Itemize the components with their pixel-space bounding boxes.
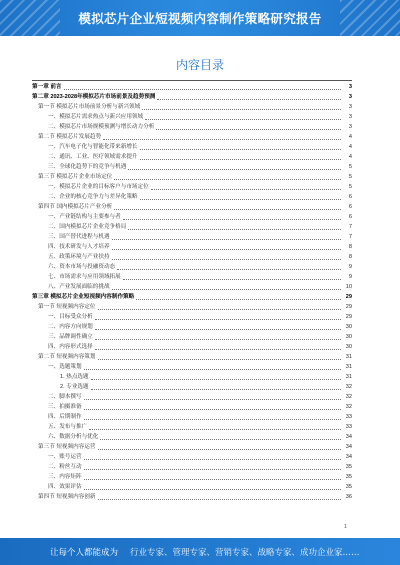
toc-leader-dots: [128, 169, 341, 170]
footer-slogan-left: 让每个人都能成为: [50, 548, 119, 558]
toc-leader-dots: [84, 469, 341, 470]
toc-entry[interactable]: [32, 422, 352, 432]
toc-entry[interactable]: [32, 222, 352, 232]
toc-entry-page: 33: [345, 414, 352, 420]
toc-entry[interactable]: [32, 282, 352, 292]
toc-leader-dots: [114, 209, 341, 210]
toc-entry-page: 4: [348, 144, 352, 150]
toc-entry-title: 2. 专业选题: [60, 384, 89, 390]
toc-leader-dots: [157, 99, 341, 100]
toc-entry-page: 8: [348, 244, 352, 250]
toc-entry[interactable]: [32, 112, 352, 122]
toc-top-rule: [32, 80, 352, 81]
toc-leader-dots: [140, 199, 341, 200]
toc-entry-page: 4: [348, 154, 352, 160]
toc-entry-page: 3: [348, 114, 352, 120]
toc-entry-page: 32: [345, 384, 352, 390]
toc-leader-dots: [142, 109, 341, 110]
toc-entry[interactable]: [32, 132, 352, 142]
toc-entry-page: 30: [345, 324, 352, 330]
toc-entry-page: 4: [348, 134, 352, 140]
toc-entry[interactable]: [32, 192, 352, 202]
toc-entry-page: 35: [345, 484, 352, 490]
toc-entry-title: 四、技术研发与人才培养: [48, 244, 110, 250]
toc-entry-page: 33: [345, 424, 352, 430]
footer-band: [0, 538, 400, 565]
toc-entry-page: 3: [348, 124, 352, 130]
toc-entry[interactable]: [32, 462, 352, 472]
toc-entry-title: 第三章 模拟芯片企业短视频内容制作策略: [32, 294, 135, 300]
toc-heading: 内容目录: [175, 58, 224, 72]
toc-entry-title: 七、市场需求与应用领域拓展: [48, 274, 121, 280]
toc-leader-dots: [114, 179, 341, 180]
toc-leader-dots: [112, 249, 341, 250]
toc-leader-dots: [95, 349, 341, 350]
toc-entry-title: 三、全球化趋势下的竞争与机遇: [48, 164, 127, 170]
toc-entry-title: 第三节 模拟芯片企业市场定位: [38, 174, 113, 180]
toc-entry-title: 五、政策环境与产业扶持: [48, 254, 110, 260]
toc-entry[interactable]: [32, 442, 352, 452]
toc-entry-title: 四、后期制作: [48, 414, 82, 420]
toc-entry[interactable]: [32, 352, 352, 362]
toc-leader-dots: [64, 89, 341, 90]
toc-entry[interactable]: [32, 92, 352, 102]
toc-leader-dots: [95, 339, 341, 340]
toc-entry-title: 二、粉丝互动: [48, 464, 82, 470]
toc-entry-page: 7: [348, 234, 352, 240]
toc-leader-dots: [84, 369, 341, 370]
toc-leader-dots: [123, 279, 341, 280]
toc-entry[interactable]: [32, 102, 352, 112]
toc-leader-dots: [128, 229, 341, 230]
toc-entry-title: 一、模拟芯片需求热点与新兴应用领域: [48, 114, 144, 120]
toc-entry-page: 3: [348, 84, 352, 90]
toc-entry[interactable]: [32, 142, 352, 152]
toc-entry-page: 34: [345, 434, 352, 440]
toc-leader-dots: [103, 139, 341, 140]
toc-leader-dots: [84, 459, 341, 460]
toc-entry-title: 第二节 模拟芯片发展趋势: [38, 134, 102, 140]
toc-entry-title: 六、数据分析与优化: [48, 434, 99, 440]
toc-entry[interactable]: [32, 152, 352, 162]
toc-entry[interactable]: [32, 172, 352, 182]
toc-entry-title: 四、效果评估: [48, 484, 82, 490]
toc-entry[interactable]: [32, 182, 352, 192]
toc-entry-title: 第一节 短视频内容定位: [38, 304, 96, 310]
toc-entry-title: 一、账号运营: [48, 454, 82, 460]
toc-entry-page: 29: [345, 314, 352, 320]
toc-entry[interactable]: [32, 482, 352, 492]
toc-entry-page: 36: [345, 494, 352, 500]
toc-leader-dots: [95, 319, 341, 320]
toc-entry[interactable]: [32, 272, 352, 282]
toc-entry-title: 三、内容矩阵: [48, 474, 82, 480]
toc-entry[interactable]: [32, 202, 352, 212]
toc-leader-dots: [100, 439, 341, 440]
toc-leader-dots: [140, 149, 341, 150]
toc-entry-page: 30: [345, 344, 352, 350]
toc-entry-title: 第二节 短视频内容策划: [38, 354, 96, 360]
toc-leader-dots: [98, 359, 342, 360]
toc-leader-dots: [98, 449, 342, 450]
toc-entry-page: 9: [348, 264, 352, 270]
toc-entry[interactable]: [32, 122, 352, 132]
toc-entry[interactable]: [32, 382, 352, 392]
toc-entry-page: 10: [345, 284, 352, 290]
report-header-band: [0, 0, 400, 36]
toc-entry-title: 四、内容形式选择: [48, 344, 93, 350]
toc-entry-page: 6: [348, 214, 352, 220]
toc-entry-page: 34: [345, 444, 352, 450]
toc-entry-page: 5: [348, 164, 352, 170]
toc-entry[interactable]: [32, 392, 352, 402]
report-title: 模拟芯片企业短视频内容制作策略研究报告: [78, 11, 322, 26]
toc-entry-page: 31: [345, 354, 352, 360]
toc-entry[interactable]: [32, 212, 352, 222]
toc-entry-page: 32: [345, 394, 352, 400]
toc-leader-dots: [156, 129, 341, 130]
toc-entry-page: 31: [345, 374, 352, 380]
toc-leader-dots: [151, 189, 341, 190]
toc-entry[interactable]: [32, 322, 352, 332]
toc-entry-title: 第四节 短视频内容创新: [38, 494, 96, 500]
toc-entry-page: 5: [348, 174, 352, 180]
toc-entry[interactable]: [32, 362, 352, 372]
toc-entry[interactable]: [32, 292, 352, 302]
toc-entry-title: 一、产业链结构与主要参与者: [48, 214, 121, 220]
toc-leader-dots: [112, 289, 341, 290]
toc-entry-title: 三、拍摄准备: [48, 404, 82, 410]
toc-entry[interactable]: [32, 492, 352, 502]
toc-leader-dots: [145, 119, 341, 120]
toc-entry[interactable]: [32, 262, 352, 272]
toc-leader-dots: [140, 159, 341, 160]
toc-leader-dots: [98, 309, 342, 310]
toc-leader-dots: [91, 379, 341, 380]
toc-entry-title: 三、品牌调性确立: [48, 334, 93, 340]
toc-entry[interactable]: [32, 432, 352, 442]
toc-entry-title: 第一章 前言: [32, 84, 62, 90]
toc-entry[interactable]: [32, 252, 352, 262]
toc-entry[interactable]: [32, 302, 352, 312]
toc-entry-title: 二、脚本撰写: [48, 394, 82, 400]
toc-entry-page: 34: [345, 454, 352, 460]
toc-entry[interactable]: [32, 162, 352, 172]
toc-entry-title: 五、发布与推广: [48, 424, 88, 430]
toc-entry-page: 3: [348, 104, 352, 110]
toc-entry-title: 一、汽车电子化与智能化带来新增长: [48, 144, 138, 150]
toc-entry-title: 一、模拟芯片企业的目标客户与市场定位: [48, 184, 149, 190]
toc-entry-title: 二、内容方向规划: [48, 324, 93, 330]
toc-leader-dots: [117, 269, 341, 270]
toc-entry-page: 30: [345, 334, 352, 340]
toc-leader-dots: [91, 389, 341, 390]
toc-entry[interactable]: [32, 412, 352, 422]
toc-entry-title: 八、产业发展面临的挑战: [48, 284, 110, 290]
toc-entry-title: 1. 热点选题: [60, 374, 89, 380]
toc-entry-title: 第三节 短视频内容运营: [38, 444, 96, 450]
toc-entry-title: 一、目标受众分析: [48, 314, 93, 320]
toc-leader-dots: [112, 239, 341, 240]
toc-leader-dots: [98, 499, 342, 500]
toc-leader-dots: [123, 219, 341, 220]
toc-entry[interactable]: [32, 372, 352, 382]
toc-entry-page: 29: [345, 304, 352, 310]
toc-entry-title: 第二章 2023-2028年模拟芯片市场前景及趋势预测: [32, 94, 156, 100]
toc-entry-title: 二、模拟芯片市场规模预测与增长动力分析: [48, 124, 155, 130]
toc-leader-dots: [84, 479, 341, 480]
toc-entry-title: 二、企业的核心竞争力与差异化策略: [48, 194, 138, 200]
toc-entry-page: 8: [348, 254, 352, 260]
toc-leader-dots: [84, 399, 341, 400]
toc-leader-dots: [95, 329, 341, 330]
toc-leader-dots: [89, 429, 341, 430]
toc-entry-title: 一、选题策划: [48, 364, 82, 370]
toc-leader-dots: [84, 489, 341, 490]
toc-entry[interactable]: [32, 82, 352, 92]
toc-entry-title: 第一节 模拟芯片市场前景分析与新兴领域: [38, 104, 141, 110]
toc-entry-title: 六、资本市场与投融资动态: [48, 264, 116, 270]
toc-entry[interactable]: [32, 472, 352, 482]
toc-entry-title: 三、国产替代进程与机遇: [48, 234, 110, 240]
toc-entry-title: 二、通讯、工业、医疗领域需求提升: [48, 154, 138, 160]
page-number: 1: [344, 524, 347, 530]
toc-leader-dots: [84, 419, 341, 420]
footer-slogan-right: 行业专家、管理专家、营销专家、战略专家、成功企业家……: [130, 548, 360, 558]
toc-entry-title: 第四节 国内模拟芯片产业分析: [38, 204, 113, 210]
toc-entry-page: 3: [348, 94, 352, 100]
toc-leader-dots: [84, 409, 341, 410]
toc-leader-dots: [136, 299, 341, 300]
toc-entry-page: 31: [345, 364, 352, 370]
toc-entry[interactable]: [32, 452, 352, 462]
toc-entry-page: 29: [345, 294, 352, 300]
toc-entry-page: 7: [348, 224, 352, 230]
toc-entry-title: 二、国内模拟芯片企业竞争格局: [48, 224, 127, 230]
toc-entry[interactable]: [32, 312, 352, 322]
toc-leader-dots: [112, 259, 341, 260]
toc-entry[interactable]: [32, 242, 352, 252]
toc-entry-page: 6: [348, 194, 352, 200]
toc-entry-page: 35: [345, 474, 352, 480]
toc-entry[interactable]: [32, 402, 352, 412]
toc-entry-page: 35: [345, 464, 352, 470]
toc-entry-page: 9: [348, 274, 352, 280]
toc-entry-page: 5: [348, 184, 352, 190]
toc-entry[interactable]: [32, 342, 352, 352]
toc-entry-page: 6: [348, 204, 352, 210]
toc-entry[interactable]: [32, 332, 352, 342]
table-of-contents: [32, 82, 352, 502]
toc-entry-page: 32: [345, 404, 352, 410]
toc-entry[interactable]: [32, 232, 352, 242]
